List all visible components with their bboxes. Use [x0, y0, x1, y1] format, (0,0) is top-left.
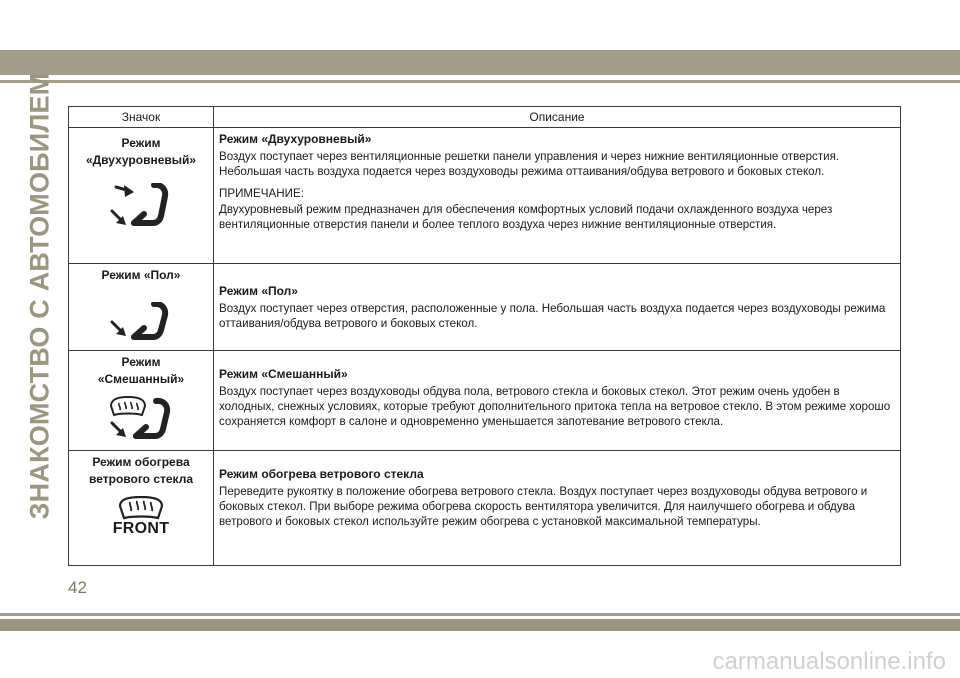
header-band [0, 50, 960, 75]
mix-mode-icon [110, 396, 172, 444]
icon-cell [69, 264, 214, 351]
note-text: Двухуровневый режим предназначен для обеспечения комфортных условий подачи охлажденного воздуха через вентиляционные отверстия панели и более теплого воздуха через нижние вентиляционные отверстия. [219, 203, 833, 231]
front-label: FRONT [112, 520, 170, 537]
description-title: Режим обогрева ветрового стекла [219, 467, 424, 481]
footer-rule [0, 613, 960, 616]
header-description: Описание [214, 107, 901, 128]
mode-name: Режим обогрева ветрового стекла [89, 455, 193, 486]
mode-name: Режим «Двухуровневый» [85, 136, 197, 167]
climate-modes-table [68, 106, 901, 566]
table-row [69, 451, 901, 566]
description-title: Режим «Пол» [219, 284, 298, 298]
mode-name: Режим «Смешанный» [97, 355, 185, 386]
icon-cell [69, 351, 214, 451]
table-row [69, 264, 901, 351]
section-side-title: ЗНАКОМСТВО С АВТОМОБИЛЕМ [24, 72, 55, 520]
note-title: ПРИМЕЧАНИЕ: [219, 187, 304, 200]
description-title: Режим «Смешанный» [219, 367, 348, 381]
description-title: Режим «Двухуровневый» [219, 132, 372, 146]
table-header-row [69, 107, 901, 128]
description-text: Воздух поступает через воздуховоды обдува пола, ветрового стекла и боковых стекол. Этот режим очень удобен в холодных, снежных условиях, которые требуют дополнительного притока тепла на ветровое стекло. В этом режиме хорошо сохраняется комфорт в салоне и одновременно уменьшается запотевание ветрового стекла. [219, 385, 891, 428]
bilevel-mode-icon [110, 183, 172, 235]
mode-name: Режим «Пол» [101, 268, 181, 282]
description-cell [214, 128, 901, 264]
description-text: Переведите рукоятку в положение обогрева ветрового стекла. Воздух поступает через воздуховоды обдува ветрового и боковых стекол. При выборе режима обогрева скорость вентилятора увеличится. Для наилучшего обогрева и обдува ветрового и боковых стекол используйте режим обогрева с установкой максимальной температуры. [219, 485, 868, 528]
icon-cell [69, 128, 214, 264]
description-cell [214, 264, 901, 351]
table-row [69, 128, 901, 264]
footer-band [0, 619, 960, 631]
description-text: Воздух поступает через вентиляционные решетки панели управления и через нижние вентиляционные отверстия. Небольшая часть воздуха подается через воздуховоды режима оттаивания/обдува ветрового и боковых стекол. [219, 150, 840, 178]
watermark: carmanualsonline.info [712, 648, 946, 675]
description-cell [214, 451, 901, 566]
description-text: Воздух поступает через отверстия, расположенные у пола. Небольшая часть воздуха подается через воздуховоды режима оттаивания/обдува ветрового и боковых стекол. [219, 302, 886, 330]
description-cell [214, 351, 901, 451]
page-number: 42 [68, 578, 87, 597]
floor-mode-icon [110, 302, 172, 344]
icon-cell [69, 451, 214, 566]
table-row [69, 351, 901, 451]
header-rule [0, 80, 960, 83]
header-icon: Значок [69, 107, 214, 128]
